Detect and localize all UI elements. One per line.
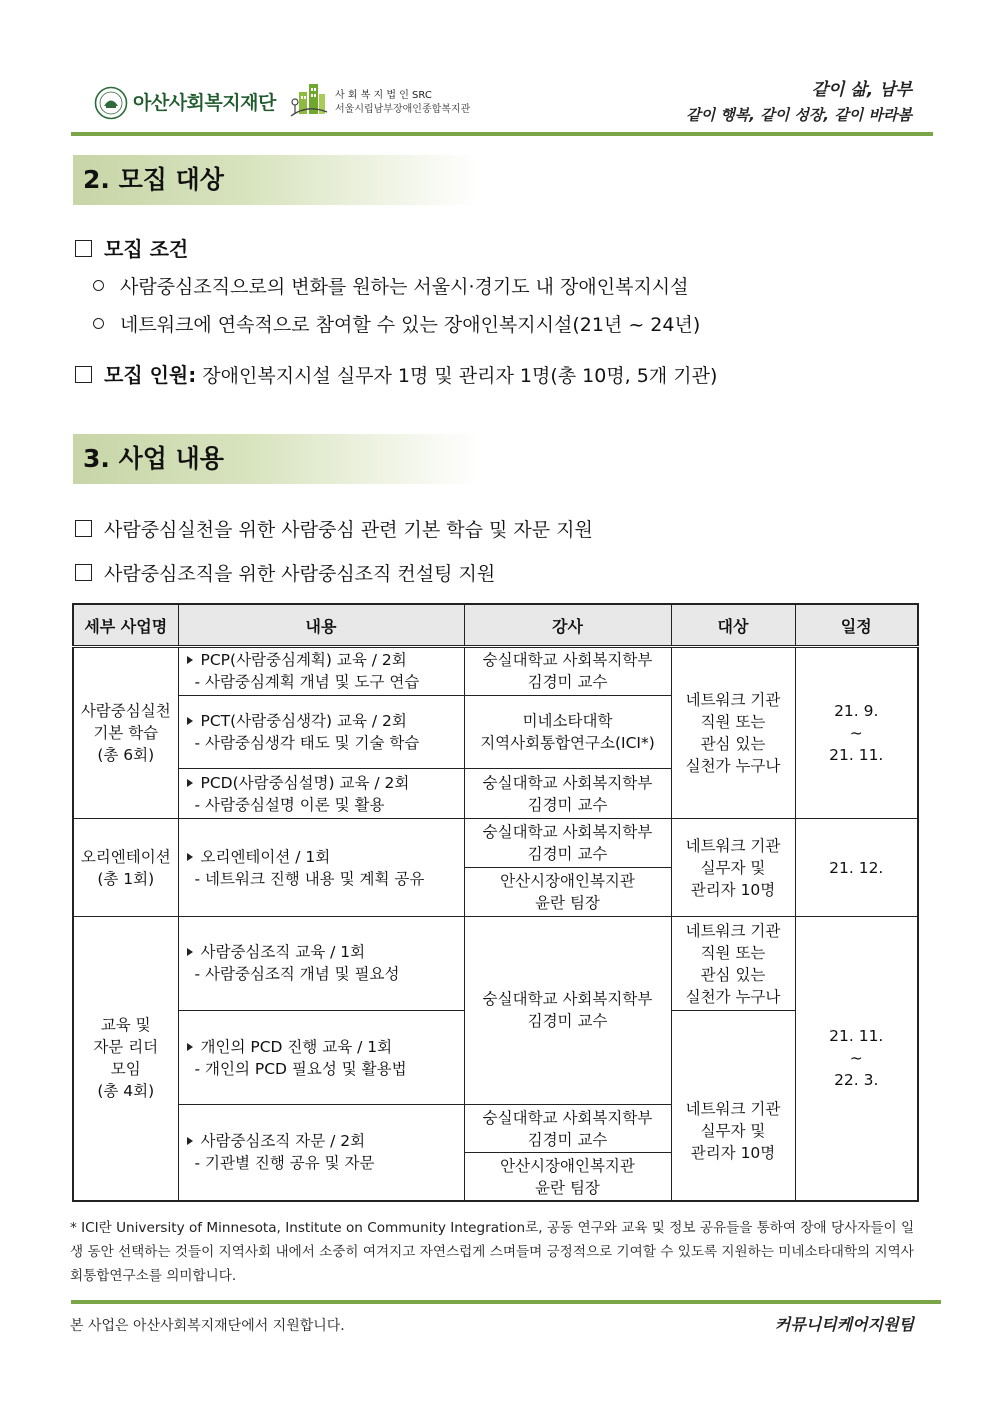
- recruit-count-label: 모집 인원:: [104, 363, 197, 387]
- target-line: 실무자 및: [700, 858, 766, 877]
- program-name-line: 오리엔테이션: [80, 847, 171, 866]
- asan-foundation-name: 아산사회복지재단: [133, 92, 276, 114]
- program-name-line: (총 6회): [97, 746, 155, 765]
- table-row: [73, 819, 918, 867]
- program-name-cell: [73, 819, 178, 917]
- target-line: 네트워크 기관: [685, 836, 781, 855]
- lecturer-line: 안산시장애인복지관: [500, 1156, 635, 1175]
- target-cell: [671, 647, 795, 819]
- src-building-logo-icon: [289, 80, 329, 120]
- content-detail: - 사람중심설명 이론 및 활용: [194, 795, 385, 814]
- lecturer-cell: [464, 819, 671, 867]
- condition-item: [93, 272, 689, 299]
- col-header-target: 대상: [671, 604, 795, 647]
- lecturer-line: 미네소타대학: [522, 711, 613, 730]
- recruit-condition-label: 모집 조건: [104, 237, 189, 261]
- target-line: 네트워크 기관: [685, 691, 781, 710]
- target-line: 실천가 누구나: [685, 987, 781, 1006]
- program-name-cell: [73, 916, 178, 1201]
- target-line: 직원 또는: [700, 713, 766, 732]
- lecturer-line: 숭실대학교 사회복지학부: [482, 651, 653, 670]
- checkbox-square-icon: [75, 520, 92, 537]
- src-logo-line2: 서울시립남부장애인종합복지관: [335, 104, 471, 115]
- lecturer-line: 윤란 팀장: [535, 893, 600, 912]
- business-item: [75, 559, 495, 586]
- program-name-line: 기본 학습: [93, 724, 159, 743]
- schedule-line: ~: [849, 724, 863, 743]
- target-line: 직원 또는: [700, 943, 766, 962]
- content-cell: [178, 1011, 464, 1105]
- content-title: PCP(사람중심계획) 교육 / 2회: [200, 651, 407, 670]
- triangle-bullet-icon: [187, 948, 193, 956]
- content-cell: [178, 1104, 464, 1201]
- triangle-bullet-icon: [187, 779, 193, 787]
- schedule-cell: 21. 12.: [795, 819, 918, 917]
- content-cell: [178, 695, 464, 768]
- content-title: 오리엔테이션 / 1회: [200, 847, 331, 866]
- col-header-lecturer: 강사: [464, 604, 671, 647]
- lecturer-cell: [464, 1153, 671, 1201]
- program-name-cell: [73, 647, 178, 819]
- ici-footnote: * ICI란 University of Minnesota, Institute on Community Integration로, 공동 연구와 교육 및 정보 공유들을 통하여 장애 당사자들이 일생 동안 선택하는 것들이 지역사회 내에서 소중히 여겨지고 자연스럽게 스며들며 긍정적으로 기여할 수 있도록 지원하는 미네소타대학의 지역사회통합연구소를 의미합니다.: [70, 1220, 915, 1284]
- target-line: 관심 있는: [700, 965, 766, 984]
- schedule-line: ~: [849, 1049, 863, 1068]
- triangle-bullet-icon: [187, 1043, 193, 1051]
- condition-item-text: 사람중심조직으로의 변화를 원하는 서울시·경기도 내 장애인복지시설: [120, 276, 689, 298]
- lecturer-cell: [464, 867, 671, 916]
- asan-foundation-emblem-icon: [94, 86, 128, 120]
- section-3-heading: 3. 사업 내용: [73, 434, 480, 484]
- recruit-count-text: 장애인복지시설 실무자 1명 및 관리자 1명(총 10명, 5개 기관): [202, 365, 718, 387]
- target-line: 관리자 10명: [690, 1143, 776, 1162]
- content-title: 사람중심조직 교육 / 1회: [200, 942, 366, 961]
- target-line: 네트워크 기관: [685, 1099, 781, 1118]
- table-row: [73, 647, 918, 695]
- target-cell: [671, 1011, 795, 1201]
- program-name-line: (총 1회): [97, 869, 155, 888]
- slogan-title: 같이 삶, 남부: [811, 80, 912, 100]
- lecturer-line: 지역사회통합연구소(ICI*): [480, 733, 655, 752]
- lecturer-line: 숭실대학교 사회복지학부: [482, 822, 653, 841]
- program-table: [72, 603, 919, 1202]
- schedule-line: 21. 9.: [834, 702, 879, 721]
- lecturer-cell: [464, 1104, 671, 1152]
- bullet-circle-icon: [93, 280, 104, 291]
- lecturer-line: 김경미 교수: [527, 844, 608, 863]
- target-cell: [671, 916, 795, 1011]
- content-detail: - 사람중심생각 태도 및 기술 학습: [194, 733, 420, 752]
- col-header-program: 세부 사업명: [73, 604, 178, 647]
- condition-item-text: 네트워크에 연속적으로 참여할 수 있는 장애인복지시설(21년 ~ 24년): [120, 314, 701, 336]
- footer-divider: [71, 1300, 941, 1304]
- content-detail: - 사람중심계획 개념 및 도구 연습: [194, 673, 420, 692]
- table-row: [73, 916, 918, 1011]
- content-detail: - 개인의 PCD 필요성 및 활용법: [194, 1059, 407, 1078]
- target-line: 실천가 누구나: [685, 757, 781, 776]
- schedule-line: 21. 11.: [829, 1027, 884, 1046]
- content-detail: - 네트워크 진행 내용 및 계획 공유: [194, 869, 425, 888]
- program-name-line: 모임: [110, 1060, 141, 1079]
- schedule-cell: [795, 916, 918, 1201]
- content-detail: - 사람중심조직 개념 및 필요성: [194, 964, 400, 983]
- table-header-row: [73, 604, 918, 647]
- program-name-line: 교육 및: [100, 1016, 151, 1035]
- lecturer-line: 숭실대학교 사회복지학부: [482, 773, 653, 792]
- lecturer-cell: [464, 916, 671, 1104]
- footer-team-name: 커뮤니티케어지원팀: [774, 1315, 914, 1334]
- lecturer-line: 안산시장애인복지관: [500, 871, 635, 890]
- col-header-schedule: 일정: [795, 604, 918, 647]
- schedule-line: 21. 11.: [829, 746, 884, 765]
- content-cell: [178, 819, 464, 917]
- lecturer-cell: [464, 695, 671, 768]
- content-cell: [178, 768, 464, 818]
- condition-item: [93, 310, 700, 337]
- content-title: PCT(사람중심생각) 교육 / 2회: [200, 711, 407, 730]
- business-item-text: 사람중심실천을 위한 사람중심 관련 기본 학습 및 자문 지원: [104, 519, 593, 541]
- content-title: 개인의 PCD 진행 교육 / 1회: [200, 1037, 393, 1056]
- triangle-bullet-icon: [187, 656, 193, 664]
- src-logo-line1: 사 회 복 지 법 인 SRC: [335, 90, 432, 101]
- checkbox-square-icon: [75, 240, 92, 257]
- recruit-count-line: [75, 359, 717, 388]
- triangle-bullet-icon: [187, 717, 193, 725]
- target-line: 관리자 10명: [690, 880, 776, 899]
- slogan-subtitle: 같이 행복, 같이 성장, 같이 바라봄: [686, 106, 912, 124]
- content-detail: - 기관별 진행 공유 및 자문: [194, 1154, 375, 1173]
- content-cell: [178, 916, 464, 1011]
- program-name-line: (총 4회): [97, 1082, 155, 1101]
- target-line: 실무자 및: [700, 1121, 766, 1140]
- lecturer-line: 숭실대학교 사회복지학부: [482, 1108, 653, 1127]
- target-line: 네트워크 기관: [685, 921, 781, 940]
- business-item: [75, 515, 593, 542]
- checkbox-square-icon: [75, 564, 92, 581]
- content-title: PCD(사람중심설명) 교육 / 2회: [200, 773, 410, 792]
- lecturer-line: 김경미 교수: [527, 795, 608, 814]
- footer-sponsor-text: 본 사업은 아산사회복지재단에서 지원합니다.: [70, 1318, 345, 1334]
- lecturer-line: 숭실대학교 사회복지학부: [482, 990, 653, 1009]
- schedule-cell: [795, 647, 918, 819]
- target-cell: [671, 819, 795, 917]
- content-title: 사람중심조직 자문 / 2회: [200, 1132, 366, 1151]
- col-header-content: 내용: [178, 604, 464, 647]
- target-line: 관심 있는: [700, 735, 766, 754]
- lecturer-line: 윤란 팀장: [535, 1178, 600, 1197]
- lecturer-line: 김경미 교수: [527, 1012, 608, 1031]
- program-name-line: 자문 리더: [93, 1038, 159, 1057]
- triangle-bullet-icon: [187, 853, 193, 861]
- lecturer-cell: [464, 768, 671, 818]
- content-cell: [178, 647, 464, 695]
- lecturer-line: 김경미 교수: [527, 1130, 608, 1149]
- lecturer-cell: [464, 647, 671, 695]
- section-2-heading: 2. 모집 대상: [73, 155, 480, 205]
- lecturer-line: 김경미 교수: [527, 673, 608, 692]
- program-name-line: 사람중심실천: [80, 702, 171, 721]
- schedule-line: 22. 3.: [834, 1071, 879, 1090]
- business-item-text: 사람중심조직을 위한 사람중심조직 컨설팅 지원: [104, 563, 496, 585]
- header-divider: [71, 132, 933, 136]
- recruit-condition-heading: [75, 233, 188, 262]
- triangle-bullet-icon: [187, 1137, 193, 1145]
- checkbox-square-icon: [75, 366, 92, 383]
- bullet-circle-icon: [93, 318, 104, 329]
